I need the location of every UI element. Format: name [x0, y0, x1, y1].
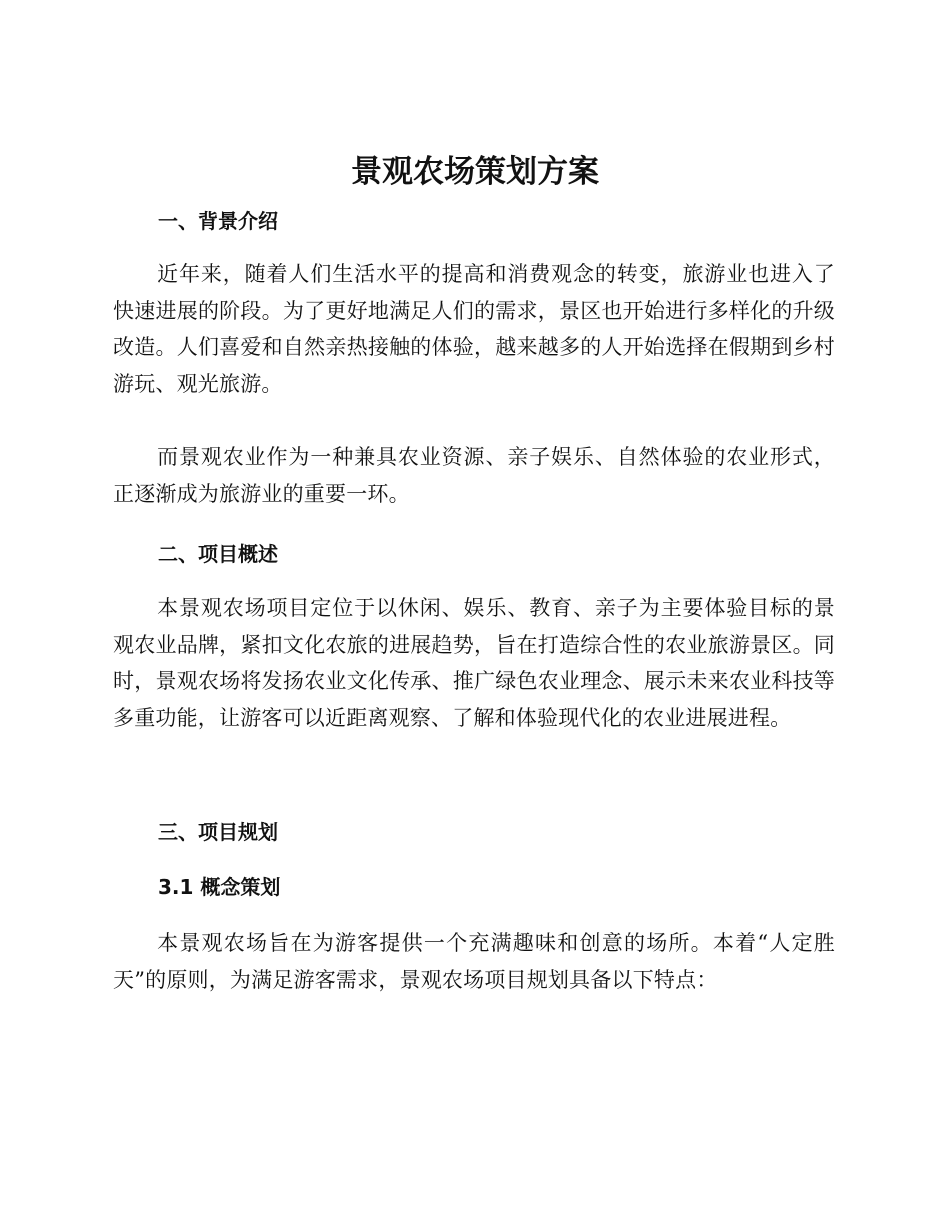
- subsection-heading-concept: 3.1 概念策划: [158, 875, 281, 899]
- paragraph-background-1: 近年来，随着人们生活水平的提高和消费观念的转变，旅游业也进入了快速进展的阶段。为了更好地满足人们的需求，景区也开始进行多样化的升级改造。人们喜爱和自然亲热接触的体验，越来越多的人开始选择在假期到乡村游玩、观光旅游。: [113, 262, 835, 396]
- document-title: 景观农场策划方案: [351, 154, 599, 190]
- section-heading-planning: 三、项目规划: [158, 820, 278, 844]
- paragraph-background-2: 而景观农业作为一种兼具农业资源、亲子娱乐、自然体验的农业形式，正逐渐成为旅游业的重要一环。: [113, 445, 835, 506]
- section-heading-background: 一、背景介绍: [158, 209, 278, 233]
- section-heading-overview: 二、项目概述: [158, 542, 278, 566]
- paragraph-overview-1: 本景观农场项目定位于以休闲、娱乐、教育、亲子为主要体验目标的景观农业品牌，紧扣文化农旅的进展趋势，旨在打造综合性的农业旅游景区。同时，景观农场将发扬农业文化传承、推广绿色农业理念、展示未来农业科技等多重功能，让游客可以近距离观察、了解和体验现代化的农业进展进程。: [113, 596, 835, 730]
- paragraph-concept-1: 本景观农场旨在为游客提供一个充满趣味和创意的场所。本着“人定胜天”的原则，为满足游客需求，景观农场项目规划具备以下特点：: [113, 931, 835, 992]
